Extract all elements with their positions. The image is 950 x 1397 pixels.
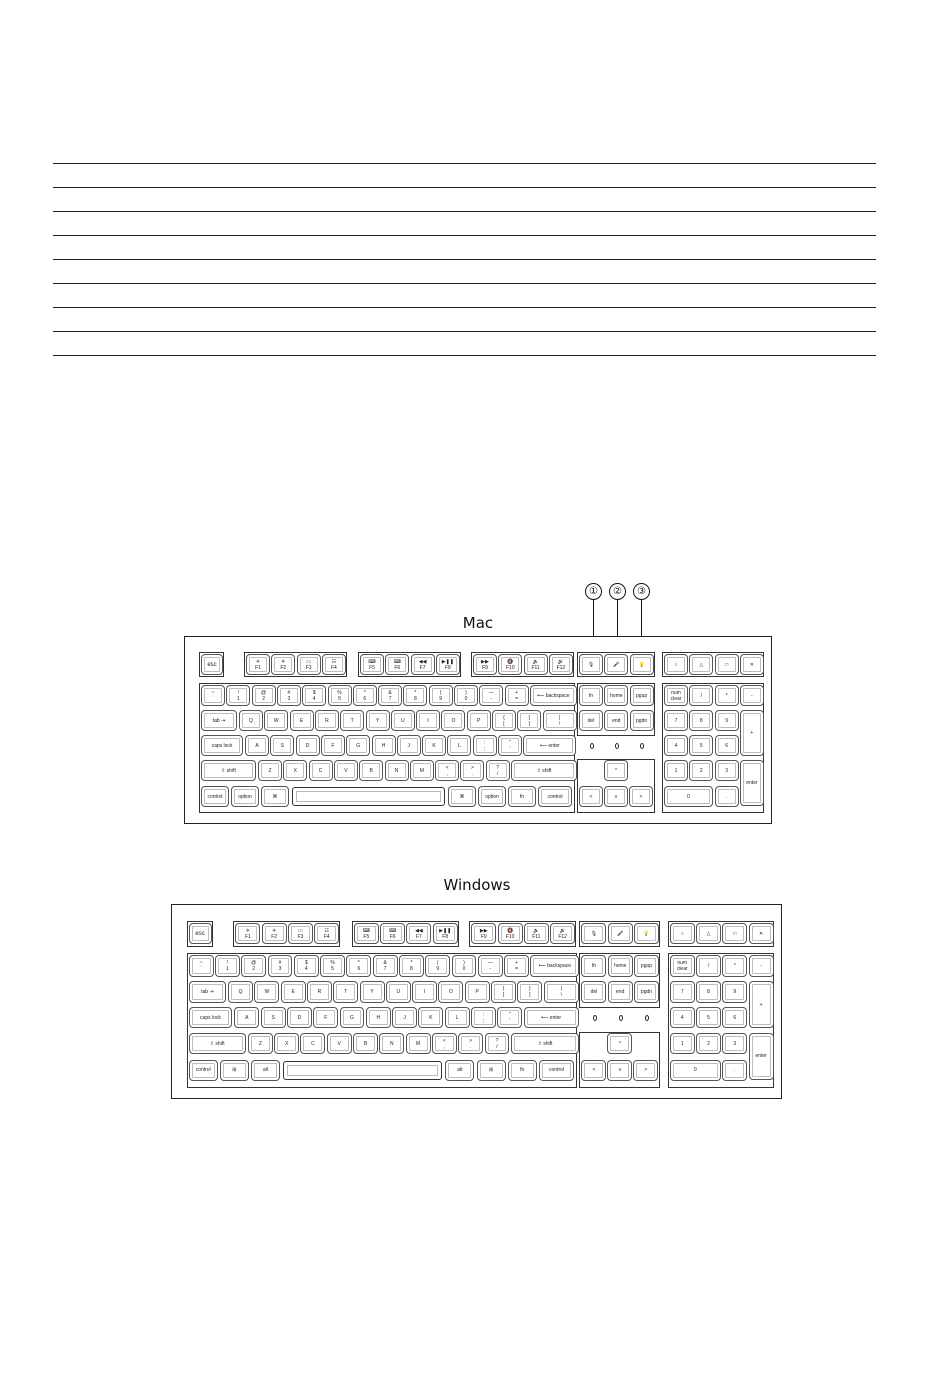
mac-spacebar [292, 787, 445, 806]
key-home-6: H [366, 1007, 391, 1029]
key-shift-7: M [406, 1033, 431, 1055]
key-home-9: L [445, 1007, 470, 1029]
key-top-1: Q [228, 981, 253, 1003]
callout-1: ① [585, 583, 602, 600]
key-shift-4: V [327, 1033, 352, 1055]
key-f3: ▭ F3 [297, 654, 321, 675]
key-backslash: | \ [543, 710, 577, 731]
key-left: < [581, 1060, 606, 1082]
key-fn: fn [508, 786, 536, 807]
key-nav-0: fn [579, 685, 603, 706]
key-home-5: G [346, 735, 370, 756]
key-home-1: A [245, 735, 269, 756]
key-media-1: 🎤 [608, 923, 633, 945]
key-home-10: : ; [473, 735, 497, 756]
key-f8: ▶❚❚ F8 [433, 923, 458, 945]
key-np-0: 0 [664, 786, 713, 807]
key-num-3: # 3 [277, 685, 301, 706]
key-f7: ◀◀ F7 [406, 923, 431, 945]
key-f11: 🔉 F11 [524, 654, 548, 675]
key-num-8: * 8 [403, 685, 427, 706]
win-indicator-led [619, 1015, 623, 1021]
key-esc: esc [189, 923, 212, 945]
key-f2: ☀ F2 [262, 923, 287, 945]
key-f10: 🔇 F10 [498, 654, 522, 675]
key-rshift: ⇧ shift [511, 760, 577, 781]
key-top-1: Q [239, 710, 263, 731]
key-rctrl: control [538, 786, 572, 807]
key-num-0: ~ ` [189, 955, 214, 977]
key-shift-2: X [283, 760, 307, 781]
key-num-6: ^ 6 [346, 955, 371, 977]
key-top-2: W [264, 710, 288, 731]
key-shift-2: X [274, 1033, 299, 1055]
key-media-0: 🎙 [581, 923, 606, 945]
key-lmod1: option [231, 786, 259, 807]
table-rules [53, 163, 876, 357]
key-home-6: H [372, 735, 396, 756]
key-top-6: Y [366, 710, 390, 731]
key-nav-3: del [581, 981, 606, 1003]
key-np-789-2: 9 [715, 710, 739, 731]
key-lshift: ⇧ shift [189, 1033, 246, 1055]
key-np-789-0: 7 [664, 710, 688, 731]
key-f4: ☷ F4 [322, 654, 346, 675]
key-lmod2: ⌘ [261, 786, 289, 807]
table-rule [53, 307, 876, 308]
key-caps: caps lock [189, 1007, 233, 1029]
key-nav-2: pgup [630, 685, 654, 706]
key-f3: ▭ F3 [288, 923, 313, 945]
key-top-8: I [416, 710, 440, 731]
key-rgb-2: □ [715, 654, 739, 675]
key-backspace: ⟵ backspace [530, 955, 579, 977]
key-num-9: ( 9 [425, 955, 450, 977]
key-rctrl: control [539, 1060, 574, 1082]
key-f11: 🔉 F11 [524, 923, 549, 945]
key-np-top-1: / [696, 955, 721, 977]
key-right: > [633, 1060, 658, 1082]
key-home-8: K [418, 1007, 443, 1029]
table-rule [53, 355, 876, 356]
key-nav-0: fn [581, 955, 606, 977]
key-nav-4: end [608, 981, 633, 1003]
callout-3: ③ [633, 583, 650, 600]
key-top-12: } ] [517, 710, 541, 731]
key-rshift: ⇧ shift [511, 1033, 580, 1055]
table-rule [53, 259, 876, 260]
key-nav-5: pgdn [630, 710, 654, 731]
key-rgb-3: ✕ [740, 654, 764, 675]
key-tab: tab ⇥ [189, 981, 226, 1003]
key-np-top-2: * [715, 685, 739, 706]
key-np-456-0: 4 [664, 735, 688, 756]
key-shift-1: Z [248, 1033, 273, 1055]
key-home-3: D [287, 1007, 312, 1029]
key-f9: ▶▶ F9 [471, 923, 496, 945]
key-top-10: P [465, 981, 490, 1003]
key-shift-8: < , [435, 760, 459, 781]
key-num-1: ! 1 [226, 685, 250, 706]
mac-title: Mac [462, 614, 494, 632]
key-top-2: W [254, 981, 279, 1003]
key-enter: ⟵ enter [523, 735, 576, 756]
key-np-dot: . [715, 786, 739, 807]
key-np-plus: + [740, 710, 764, 756]
key-np-top-2: * [722, 955, 747, 977]
key-shift-5: B [353, 1033, 378, 1055]
table-rule [53, 211, 876, 212]
table-rule [53, 235, 876, 236]
key-lshift: ⇧ shift [201, 760, 256, 781]
key-nav-1: home [608, 955, 633, 977]
key-nav-2: pgup [634, 955, 659, 977]
key-lmod2: alt [251, 1060, 280, 1082]
key-np-123-0: 1 [670, 1033, 695, 1055]
key-num-5: % 5 [328, 685, 352, 706]
key-f10: 🔇 F10 [498, 923, 523, 945]
key-shift-3: C [309, 760, 333, 781]
key-np-789-1: 8 [689, 710, 713, 731]
key-shift-3: C [300, 1033, 325, 1055]
key-top-8: I [412, 981, 437, 1003]
key-np-456-2: 6 [722, 1007, 747, 1029]
key-np-456-2: 6 [715, 735, 739, 756]
key-home-3: D [296, 735, 320, 756]
key-num-10: ) 0 [454, 685, 478, 706]
key-num-10: ) 0 [452, 955, 477, 977]
key-np-789-1: 8 [696, 981, 721, 1003]
key-np-top-0: num clear [670, 955, 695, 977]
key-num-12: + = [504, 955, 529, 977]
key-home-4: F [321, 735, 345, 756]
key-home-7: J [392, 1007, 417, 1029]
key-caps: caps lock [201, 735, 243, 756]
key-home-1: A [234, 1007, 259, 1029]
key-f12: 🔊 F12 [550, 923, 575, 945]
key-home-10: : ; [471, 1007, 496, 1029]
key-num-8: * 8 [399, 955, 424, 977]
key-nav-4: end [604, 710, 628, 731]
win-indicator-led [593, 1015, 597, 1021]
key-shift-7: M [410, 760, 434, 781]
key-num-2: @ 2 [252, 685, 276, 706]
key-f5: ⌨ F5 [354, 923, 379, 945]
key-num-2: @ 2 [241, 955, 266, 977]
key-media-2: 💡 [630, 654, 654, 675]
key-num-4: $ 4 [302, 685, 326, 706]
key-np-plus: + [749, 981, 774, 1029]
key-home-2: S [261, 1007, 286, 1029]
key-top-3: E [281, 981, 306, 1003]
key-num-11: — - [478, 955, 503, 977]
key-top-11: { [ [491, 981, 516, 1003]
key-np-123-2: 3 [722, 1033, 747, 1055]
windows-keyboard [171, 904, 782, 1099]
key-down: v [607, 1060, 632, 1082]
key-f5: ⌨ F5 [360, 654, 384, 675]
key-num-6: ^ 6 [353, 685, 377, 706]
key-num-7: & 7 [373, 955, 398, 977]
key-shift-8: < , [432, 1033, 457, 1055]
key-top-6: Y [360, 981, 385, 1003]
key-np-123-1: 2 [689, 760, 713, 781]
mac-indicator-led [590, 743, 594, 749]
key-rmod1: ⌘ [448, 786, 476, 807]
key-np-123-1: 2 [696, 1033, 721, 1055]
key-top-3: E [290, 710, 314, 731]
key-home-11: " ' [497, 1007, 522, 1029]
key-np-456-1: 5 [689, 735, 713, 756]
key-rgb-3: ✕ [749, 923, 774, 945]
win-indicator-led [645, 1015, 649, 1021]
key-f9: ▶▶ F9 [473, 654, 497, 675]
key-np-0: 0 [670, 1060, 721, 1082]
key-shift-6: N [379, 1033, 404, 1055]
key-shift-6: N [385, 760, 409, 781]
key-home-5: G [340, 1007, 365, 1029]
key-right: > [629, 786, 653, 807]
key-np-123-2: 3 [715, 760, 739, 781]
key-np-123-0: 1 [664, 760, 688, 781]
key-top-5: T [340, 710, 364, 731]
key-shift-10: ? / [485, 1033, 510, 1055]
mac-keyboard [184, 636, 772, 824]
key-num-0: ~ ` [201, 685, 225, 706]
key-up: ^ [607, 1033, 632, 1055]
mac-indicator-led [615, 743, 619, 749]
table-rule [53, 187, 876, 188]
key-tab: tab ⇥ [201, 710, 237, 731]
key-media-2: 💡 [634, 923, 659, 945]
key-home-7: J [397, 735, 421, 756]
key-rgb-1: △ [696, 923, 721, 945]
key-lctrl: control [201, 786, 229, 807]
key-top-9: O [438, 981, 463, 1003]
key-num-3: # 3 [268, 955, 293, 977]
key-media-1: 🎤 [604, 654, 628, 675]
key-num-4: $ 4 [294, 955, 319, 977]
key-np-top-3: - [749, 955, 774, 977]
key-enter: ⟵ enter [524, 1007, 579, 1029]
key-np-enter: enter [740, 760, 764, 806]
key-media-0: 🎙 [579, 654, 603, 675]
key-home-4: F [313, 1007, 338, 1029]
key-lctrl: control [189, 1060, 218, 1082]
key-np-top-3: - [740, 685, 764, 706]
key-shift-10: ? / [486, 760, 510, 781]
key-f7: ◀◀ F7 [411, 654, 435, 675]
callout-2: ② [609, 583, 626, 600]
key-rgb-2: □ [722, 923, 747, 945]
key-rgb-0: ○ [664, 654, 688, 675]
key-f1: ☀ F1 [246, 654, 270, 675]
key-f6: ⌨ F6 [380, 923, 405, 945]
key-np-dot: . [722, 1060, 747, 1082]
key-home-2: S [270, 735, 294, 756]
key-f8: ▶❚❚ F8 [436, 654, 460, 675]
key-f12: 🔊 F12 [549, 654, 573, 675]
key-home-11: " ' [498, 735, 522, 756]
key-home-8: K [422, 735, 446, 756]
key-num-1: ! 1 [215, 955, 240, 977]
key-nav-1: home [604, 685, 628, 706]
key-f1: ☀ F1 [235, 923, 260, 945]
key-f4: ☷ F4 [314, 923, 339, 945]
key-backspace: ⟵ backspace [530, 685, 577, 706]
key-np-789-0: 7 [670, 981, 695, 1003]
key-fn: fn [508, 1060, 537, 1082]
key-down: v [604, 786, 628, 807]
table-rule [53, 283, 876, 284]
key-np-456-1: 5 [696, 1007, 721, 1029]
key-num-12: + = [505, 685, 529, 706]
key-top-11: { [ [492, 710, 516, 731]
key-home-9: L [447, 735, 471, 756]
key-f6: ⌨ F6 [385, 654, 409, 675]
table-rule [53, 331, 876, 332]
key-shift-4: V [334, 760, 358, 781]
key-num-9: ( 9 [429, 685, 453, 706]
key-top-12: } ] [517, 981, 542, 1003]
key-shift-1: Z [258, 760, 282, 781]
key-lmod1: ⊞ [220, 1060, 249, 1082]
key-up: ^ [604, 760, 628, 781]
key-shift-9: > . [458, 1033, 483, 1055]
mac-indicator-led [640, 743, 644, 749]
key-nav-5: pgdn [634, 981, 659, 1003]
key-rgb-0: ○ [670, 923, 695, 945]
key-top-4: R [315, 710, 339, 731]
key-num-7: & 7 [378, 685, 402, 706]
key-np-top-0: num clear [664, 685, 688, 706]
key-num-5: % 5 [320, 955, 345, 977]
key-f2: ☀ F2 [271, 654, 295, 675]
key-nav-3: del [579, 710, 603, 731]
key-left: < [579, 786, 603, 807]
key-np-enter: enter [749, 1033, 774, 1081]
key-np-789-2: 9 [722, 981, 747, 1003]
key-backslash: | \ [544, 981, 579, 1003]
key-rmod1: alt [445, 1060, 474, 1082]
key-rmod2: option [478, 786, 506, 807]
table-rule [53, 163, 876, 164]
win-spacebar [283, 1061, 442, 1081]
key-top-7: U [386, 981, 411, 1003]
key-rgb-1: △ [689, 654, 713, 675]
key-top-4: R [307, 981, 332, 1003]
windows-title: Windows [443, 876, 511, 894]
key-top-5: T [333, 981, 358, 1003]
key-num-11: — - [479, 685, 503, 706]
key-shift-9: > . [460, 760, 484, 781]
key-top-9: O [441, 710, 465, 731]
key-np-top-1: / [689, 685, 713, 706]
key-top-7: U [391, 710, 415, 731]
key-esc: esc [201, 654, 223, 675]
key-rmod2: ⊞ [477, 1060, 506, 1082]
key-np-456-0: 4 [670, 1007, 695, 1029]
key-top-10: P [467, 710, 491, 731]
key-shift-5: B [359, 760, 383, 781]
